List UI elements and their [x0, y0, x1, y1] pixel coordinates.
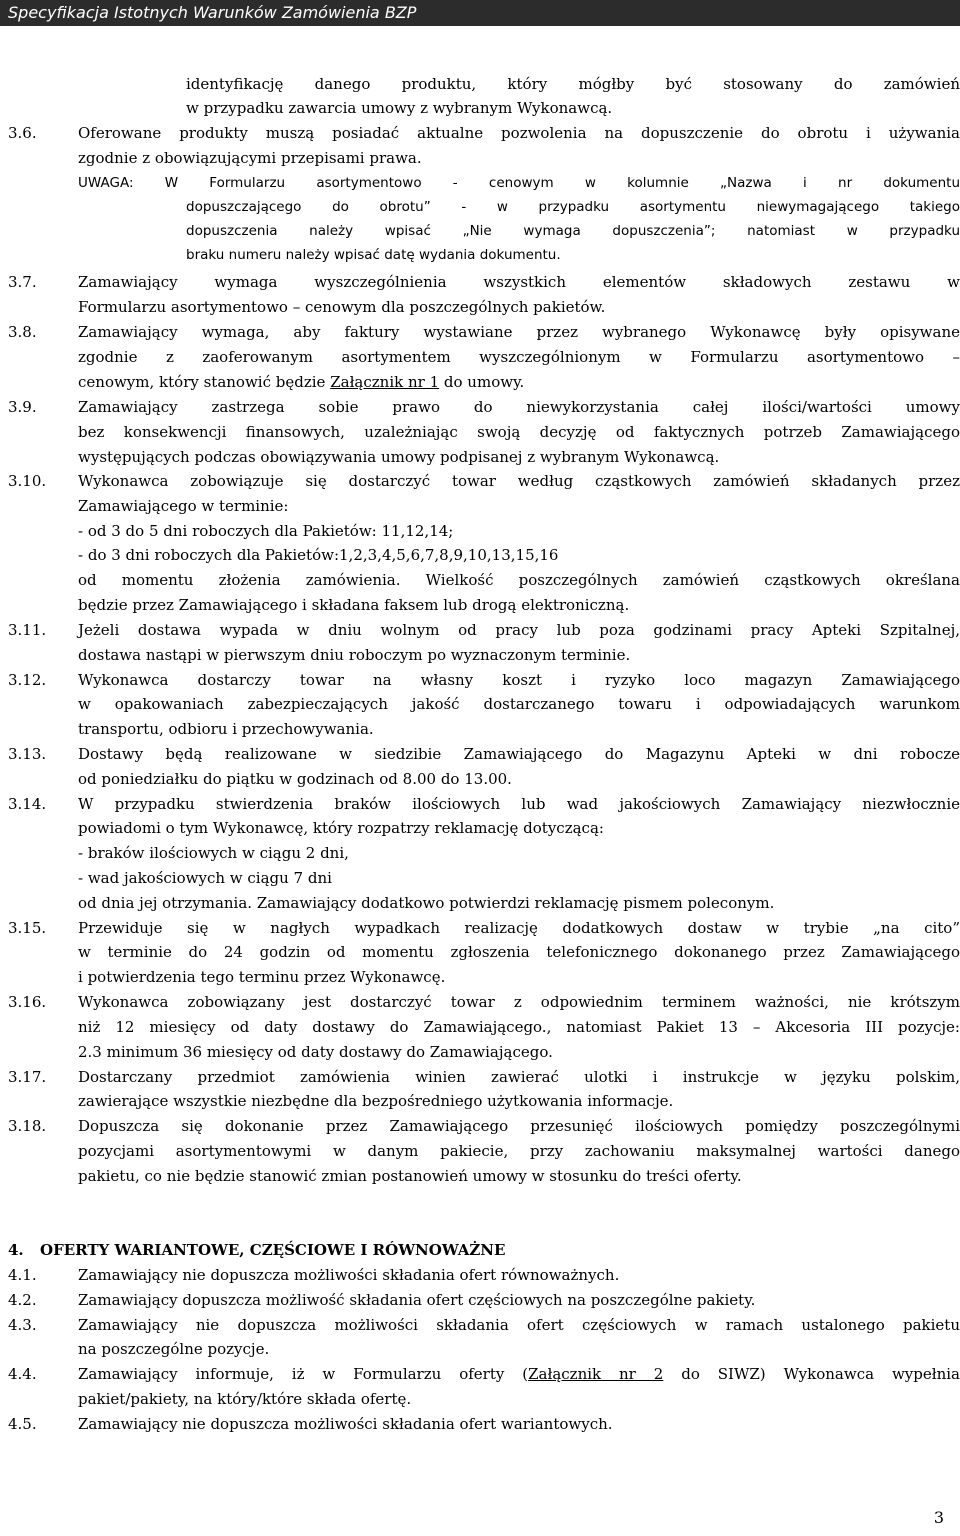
- item-text: powiadomi o tym Wykonawcę, który rozpatrzy reklamację dotyczącą:: [78, 819, 604, 837]
- item-text: niż 12 miesięcy od daty dostawy do Zamawiającego., natomiast Pakiet 13 – Akcesoria III pozycje:: [78, 1018, 960, 1036]
- item-text: bez konsekwencji finansowych, uzależniając swoją decyzję od faktycznych potrzeb Zamawiającego: [78, 423, 960, 441]
- uwaga-line: dopuszczenia należy wpisać „Nie wymaga dopuszczenia”; natomiast w przypadku: [186, 223, 960, 239]
- item-text: [78, 1362, 960, 1387]
- item-text: - braków ilościowych w ciągu 2 dni,: [78, 844, 349, 862]
- item-number: 4.2.: [8, 1291, 37, 1309]
- item-text: Zamawiający nie dopuszcza możliwości składania ofert częściowych w ramach ustalonego pakietu: [78, 1316, 960, 1334]
- item-number: 3.12.: [8, 671, 47, 689]
- item-text: Dostarczany przedmiot zamówienia winien zawierać ulotki i instrukcje w języku polskim,: [78, 1068, 960, 1086]
- item-number: 3.6.: [8, 124, 37, 142]
- item-text-part: do umowy.: [439, 373, 525, 391]
- item-text: Dostawy będą realizowane w siedzibie Zamawiającego do Magazynu Apteki w dni robocze: [78, 745, 960, 763]
- continuation-line-1: identyfikację danego produktu, który mógłby być stosowany do zamówień: [186, 75, 960, 93]
- item-text: Przewiduje się w nagłych wypadkach realizację dodatkowych dostaw w trybie „na cito”: [78, 919, 960, 937]
- attachment-1-link[interactable]: Załącznik nr 1: [330, 373, 440, 391]
- item-text: W przypadku stwierdzenia braków ilościowych lub wad jakościowych Zamawiający niezwłocznie: [78, 795, 960, 813]
- item-number: 3.8.: [8, 323, 37, 341]
- item-number: 3.10.: [8, 472, 47, 490]
- item-text: w opakowaniach zabezpieczających jakość dostarczanego towaru i odpowiadających warunkom: [78, 695, 960, 713]
- uwaga-line: braku numeru należy wpisać datę wydania dokumentu.: [186, 247, 561, 263]
- item-text: i potwierdzenia tego terminu przez Wykonawcę.: [78, 968, 446, 986]
- header-title: Specyfikacja Istotnych Warunków Zamówienia BZP: [8, 3, 417, 22]
- item-text-part: Zamawiający informuje, iż w Formularzu oferty (: [78, 1365, 529, 1383]
- item-text: pozycjami asortymentowymi w danym pakiecie, przy zachowaniu maksymalnej wartości danego: [78, 1142, 960, 1160]
- item-text: - do 3 dni roboczych dla Pakietów:1,2,3,4,5,6,7,8,9,10,13,15,16: [78, 546, 559, 564]
- item-text: zgodnie z obowiązującymi przepisami prawa.: [78, 149, 422, 167]
- item-number: 4.5.: [8, 1415, 37, 1433]
- item-text: - wad jakościowych w ciągu 7 dni: [78, 869, 332, 887]
- item-number: 4.4.: [8, 1365, 37, 1383]
- item-number: 4.1.: [8, 1266, 37, 1284]
- item-text: od dnia jej otrzymania. Zamawiający dodatkowo potwierdzi reklamację pismem poleconym.: [78, 894, 775, 912]
- item-text: - od 3 do 5 dni roboczych dla Pakietów: 11,12,14;: [78, 522, 454, 540]
- item-text-part: do SIWZ) Wykonawca wypełnia: [663, 1365, 960, 1383]
- page-number: 3: [933, 1508, 944, 1527]
- item-text: Zamawiającego w terminie:: [78, 497, 289, 515]
- section-heading-number: 4.: [8, 1241, 24, 1259]
- item-number: 3.14.: [8, 795, 47, 813]
- item-text: dostawa nastąpi w pierwszym dniu roboczym po wyznaczonym terminie.: [78, 646, 631, 664]
- item-number: 3.7.: [8, 273, 37, 291]
- item-number: 3.17.: [8, 1068, 47, 1086]
- item-text: zawierające wszystkie niezbędne dla bezpośredniego użytkowania informacje.: [78, 1092, 674, 1110]
- item-text: pakiet/pakiety, na który/które składa ofertę.: [78, 1390, 412, 1408]
- item-text: Wykonawca zobowiązany jest dostarczyć towar z odpowiednim terminem ważności, nie krótszym: [78, 993, 960, 1011]
- item-number: 3.13.: [8, 745, 47, 763]
- item-text: od momentu złożenia zamówienia. Wielkość poszczególnych zamówień cząstkowych określana: [78, 571, 960, 589]
- item-text: Zamawiający nie dopuszcza możliwości składania ofert równoważnych.: [78, 1266, 620, 1284]
- item-number: 3.11.: [8, 621, 47, 639]
- item-text: na poszczególne pozycje.: [78, 1340, 270, 1358]
- item-text: w terminie do 24 godzin od momentu zgłoszenia telefonicznego dokonanego przez Zamawiającego: [78, 943, 960, 961]
- item-text: Jeżeli dostawa wypada w dniu wolnym od pracy lub poza godzinami pracy Apteki Szpitalnej,: [78, 621, 960, 639]
- item-text: Formularzu asortymentowo – cenowym dla poszczególnych pakietów.: [78, 298, 606, 316]
- item-text: 2.3 minimum 36 miesięcy od daty dostawy do Zamawiającego.: [78, 1043, 553, 1061]
- item-text: Wykonawca zobowiązuje się dostarczyć towar według cząstkowych zamówień składanych przez: [78, 472, 960, 490]
- item-text: Zamawiający wymaga, aby faktury wystawiane przez wybranego Wykonawcę były opisywane: [78, 323, 960, 341]
- item-text: pakietu, co nie będzie stanowić zmian postanowień umowy w stosunku do treści oferty.: [78, 1167, 742, 1185]
- item-number: 3.9.: [8, 398, 37, 416]
- item-text: od poniedziałku do piątku w godzinach od 8.00 do 13.00.: [78, 770, 512, 788]
- attachment-2-link[interactable]: Załącznik nr 2: [528, 1365, 664, 1383]
- item-text: będzie przez Zamawiającego i składana faksem lub drogą elektroniczną.: [78, 596, 630, 614]
- item-text: Zamawiający wymaga wyszczególnienia wszystkich elementów składowych zestawu w: [78, 273, 960, 291]
- item-text: Oferowane produkty muszą posiadać aktualne pozwolenia na dopuszczenie do obrotu i używania: [78, 124, 960, 142]
- item-text: [78, 370, 524, 395]
- item-text: Zamawiający dopuszcza możliwość składania ofert częściowych na poszczególne pakiety.: [78, 1291, 756, 1309]
- item-text: Zamawiający zastrzega sobie prawo do niewykorzystania całej ilości/wartości umowy: [78, 398, 960, 416]
- item-number: 3.16.: [8, 993, 47, 1011]
- item-number: 4.3.: [8, 1316, 37, 1334]
- header-bar: [0, 0, 960, 26]
- item-text-part: cenowym, który stanowić będzie: [78, 373, 331, 391]
- item-text: Wykonawca dostarczy towar na własny koszt i ryzyko loco magazyn Zamawiającego: [78, 671, 960, 689]
- item-number: 3.18.: [8, 1117, 47, 1135]
- section-heading: OFERTY WARIANTOWE, CZĘŚCIOWE I RÓWNOWAŻNE: [40, 1241, 506, 1259]
- item-text: występujących podczas obowiązywania umowy podpisanej z wybranym Wykonawcą.: [78, 448, 720, 466]
- uwaga-line: dopuszczającego do obrotu” - w przypadku asortymentu niewymagającego takiego: [186, 199, 960, 215]
- item-text: Zamawiający nie dopuszcza możliwości składania ofert wariantowych.: [78, 1415, 613, 1433]
- item-number: 3.15.: [8, 919, 47, 937]
- item-text: Dopuszcza się dokonanie przez Zamawiającego przesunięć ilościowych pomiędzy poszczególnymi: [78, 1117, 960, 1135]
- item-text: transportu, odbioru i przechowywania.: [78, 720, 374, 738]
- continuation-line-2: w przypadku zawarcia umowy z wybranym Wykonawcą.: [186, 99, 613, 117]
- uwaga-line: UWAGA: W Formularzu asortymentowo - cenowym w kolumnie „Nazwa i nr dokumentu: [78, 175, 960, 191]
- item-text: zgodnie z zaoferowanym asortymentem wyszczególnionym w Formularzu asortymentowo –: [78, 348, 960, 366]
